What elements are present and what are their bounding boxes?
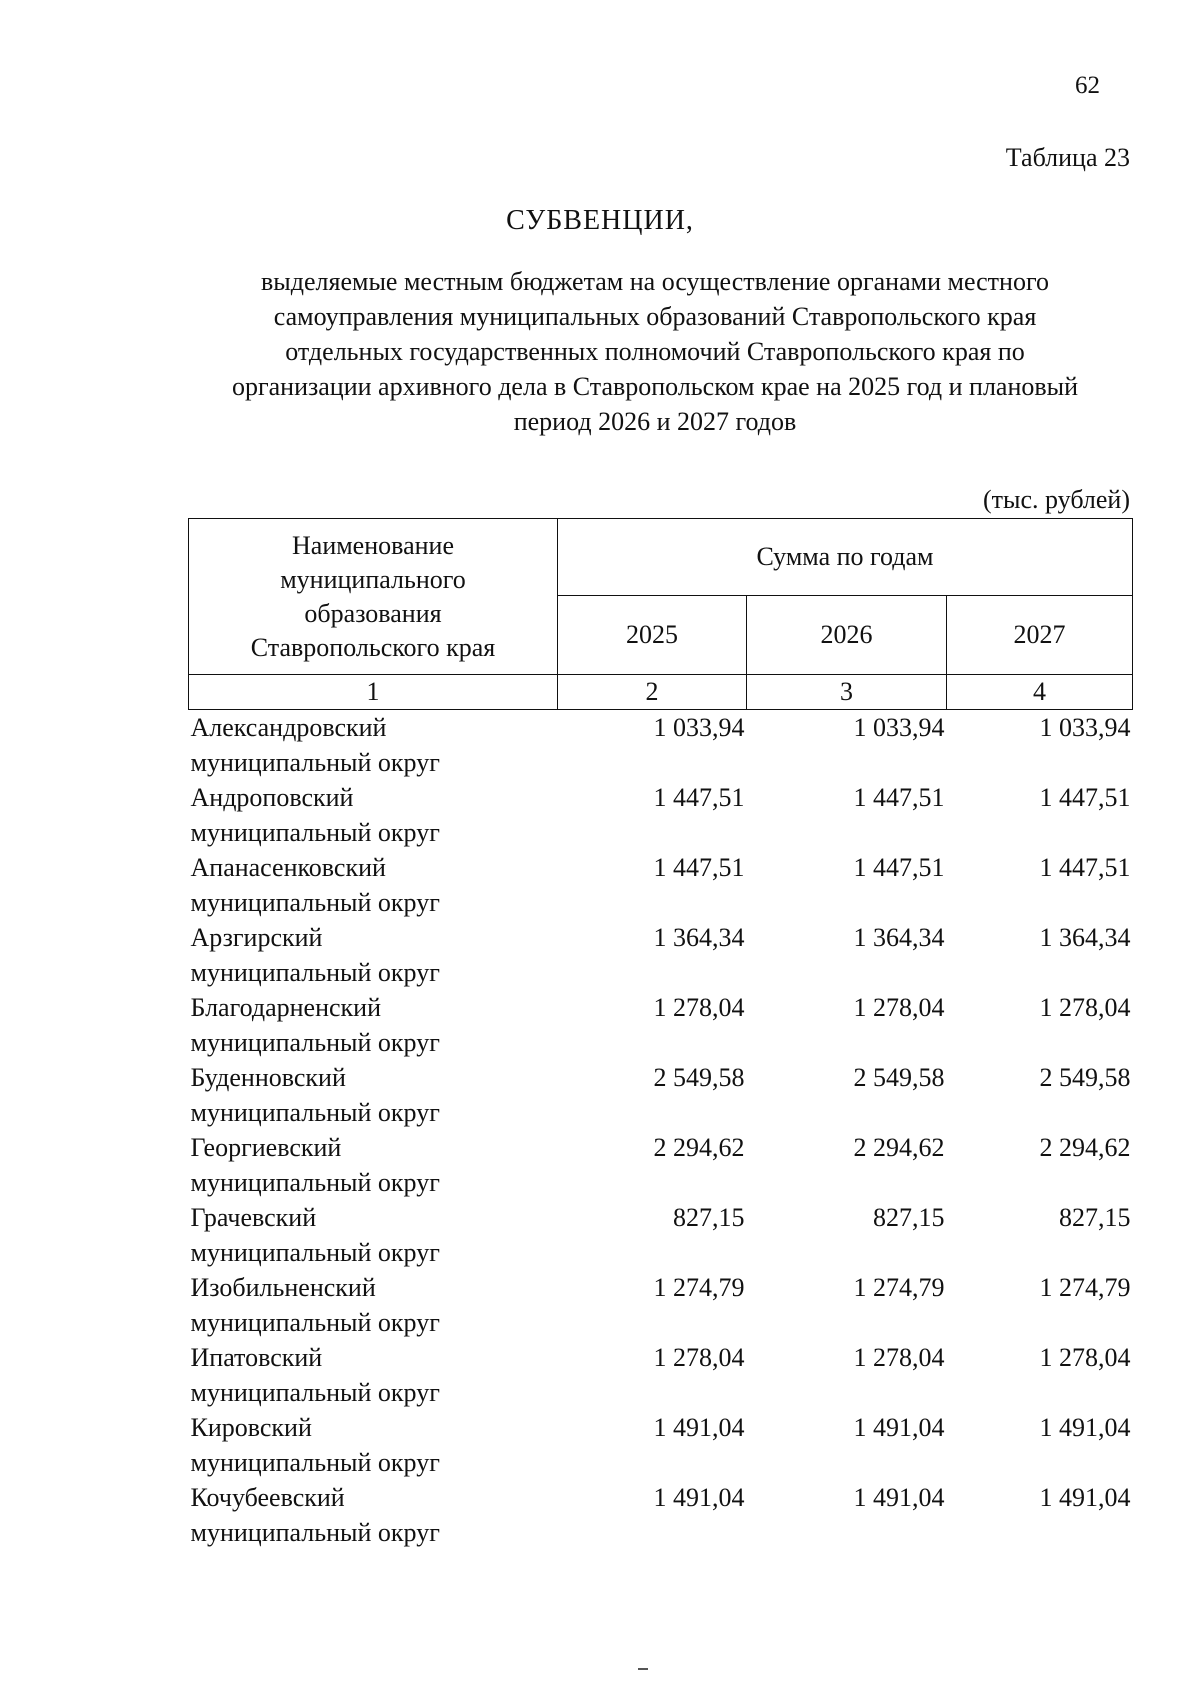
value-2026: 1 491,04 xyxy=(853,1483,945,1512)
header-col-number: 4 xyxy=(947,675,1133,710)
header-name-line: Ставропольского края xyxy=(250,632,496,662)
municipality-name-line: муниципальный округ xyxy=(190,1518,440,1547)
table-row xyxy=(189,1340,1133,1410)
subtitle-line: организации архивного дела в Ставропольском крае на 2025 год и плановый xyxy=(231,372,1079,401)
municipality-name-line: Ипатовский xyxy=(190,1343,323,1372)
table-row xyxy=(189,920,1133,990)
municipality-name-line: муниципальный округ xyxy=(190,1238,440,1267)
subtitle-line: отдельных государственных полномочий Ставропольского края по xyxy=(285,337,1025,366)
value-2027: 1 447,51 xyxy=(1039,783,1131,812)
value-2025: 1 364,34 xyxy=(653,923,745,952)
value-2026: 1 447,51 xyxy=(853,853,945,882)
header-col-number: 1 xyxy=(189,675,558,710)
value-2027: 1 033,94 xyxy=(1039,713,1131,742)
value-2026: 1 364,34 xyxy=(853,923,945,952)
value-2025: 2 549,58 xyxy=(653,1063,745,1092)
municipality-name-line: Благодарненский xyxy=(190,993,382,1022)
municipality-name-line: Георгиевский xyxy=(190,1133,342,1162)
value-2026: 1 033,94 xyxy=(853,713,945,742)
municipality-name-line: Александровский xyxy=(190,713,387,742)
value-2025: 1 447,51 xyxy=(653,783,745,812)
table-label: Таблица 23 xyxy=(1005,143,1130,172)
municipality-name-line: Арзгирский xyxy=(190,923,323,952)
municipality-name xyxy=(189,1200,558,1270)
municipality-name-line: Грачевский xyxy=(190,1203,317,1232)
municipality-name-line: Изобильненский xyxy=(190,1273,376,1302)
value-2027: 2 294,62 xyxy=(1039,1133,1131,1162)
table-row xyxy=(189,710,1133,781)
subventions-table xyxy=(188,518,1133,1550)
value-2025: 1 491,04 xyxy=(653,1413,745,1442)
value-2026: 1 278,04 xyxy=(853,993,945,1022)
value-2027: 1 274,79 xyxy=(1039,1273,1131,1302)
municipality-name-line: муниципальный округ xyxy=(190,1028,440,1057)
municipality-name xyxy=(189,920,558,990)
value-2026: 1 274,79 xyxy=(853,1273,945,1302)
table-row xyxy=(189,990,1133,1060)
value-2025: 827,15 xyxy=(673,1203,745,1232)
value-2026: 2 549,58 xyxy=(853,1063,945,1092)
municipality-name-line: Апанасенковский xyxy=(190,853,386,882)
header-name-column xyxy=(189,519,558,675)
header-col-number: 3 xyxy=(747,675,947,710)
header-name-line: Наименование xyxy=(292,530,454,560)
municipality-name-line: Кочубеевский xyxy=(190,1483,345,1512)
table-row xyxy=(189,1060,1133,1130)
header-year-2027: 2027 xyxy=(947,596,1133,675)
municipality-name-line: муниципальный округ xyxy=(190,888,440,917)
units-label: (тыс. рублей) xyxy=(982,485,1130,514)
municipality-name-line: Кировский xyxy=(190,1413,312,1442)
municipality-name xyxy=(189,1060,558,1130)
value-2025: 1 447,51 xyxy=(653,853,745,882)
value-2025: 1 278,04 xyxy=(653,1343,745,1372)
value-2027: 1 278,04 xyxy=(1039,1343,1131,1372)
table-row xyxy=(189,1410,1133,1480)
subtitle-line: выделяемые местным бюджетам на осуществление органами местного xyxy=(261,267,1049,296)
municipality-name xyxy=(189,990,558,1060)
municipality-name xyxy=(189,850,558,920)
municipality-name-line: муниципальный округ xyxy=(190,1098,440,1127)
value-2027: 1 491,04 xyxy=(1039,1483,1131,1512)
value-2025: 1 278,04 xyxy=(653,993,745,1022)
municipality-name-line: муниципальный округ xyxy=(190,1308,440,1337)
header-col-number: 2 xyxy=(558,675,747,710)
municipality-name xyxy=(189,1270,558,1340)
value-2027: 1 278,04 xyxy=(1039,993,1131,1022)
value-2025: 2 294,62 xyxy=(653,1133,745,1162)
municipality-name xyxy=(189,1410,558,1480)
scan-mark xyxy=(638,1668,648,1670)
document-title: СУБВЕНЦИИ, xyxy=(506,205,694,236)
municipality-name-line: муниципальный округ xyxy=(190,1448,440,1477)
value-2025: 1 491,04 xyxy=(653,1483,745,1512)
value-2026: 1 491,04 xyxy=(853,1413,945,1442)
value-2027: 1 491,04 xyxy=(1039,1413,1131,1442)
municipality-name xyxy=(189,1130,558,1200)
value-2027: 1 447,51 xyxy=(1039,853,1131,882)
municipality-name-line: муниципальный округ xyxy=(190,748,440,777)
header-sum-by-years: Сумма по годам xyxy=(558,519,1133,596)
table-row xyxy=(189,1200,1133,1270)
table-row xyxy=(189,1480,1133,1550)
value-2027: 827,15 xyxy=(1059,1203,1131,1232)
municipality-name xyxy=(189,1340,558,1410)
municipality-name-line: муниципальный округ xyxy=(190,1378,440,1407)
page-number: 62 xyxy=(1075,72,1100,99)
header-name-line: муниципального xyxy=(280,564,466,594)
subtitle-line: самоуправления муниципальных образований Ставропольского края xyxy=(273,302,1037,331)
value-2025: 1 274,79 xyxy=(653,1273,745,1302)
municipality-name xyxy=(189,780,558,850)
municipality-name-line: Андроповский xyxy=(190,783,354,812)
municipality-name xyxy=(189,710,558,781)
value-2026: 1 278,04 xyxy=(853,1343,945,1372)
municipality-name-line: муниципальный округ xyxy=(190,1168,440,1197)
municipality-name-line: муниципальный округ xyxy=(190,958,440,987)
table-row xyxy=(189,1130,1133,1200)
value-2026: 1 447,51 xyxy=(853,783,945,812)
document-subtitle xyxy=(180,264,1130,439)
value-2026: 827,15 xyxy=(873,1203,945,1232)
value-2026: 2 294,62 xyxy=(853,1133,945,1162)
subtitle-line: период 2026 и 2027 годов xyxy=(513,407,797,436)
header-name-line: образования xyxy=(304,598,442,628)
value-2025: 1 033,94 xyxy=(653,713,745,742)
header-year-2026: 2026 xyxy=(747,596,947,675)
municipality-name-line: Буденновский xyxy=(190,1063,346,1092)
table-row xyxy=(189,1270,1133,1340)
table-row xyxy=(189,850,1133,920)
table-row xyxy=(189,780,1133,850)
header-year-2025: 2025 xyxy=(558,596,747,675)
value-2027: 2 549,58 xyxy=(1039,1063,1131,1092)
value-2027: 1 364,34 xyxy=(1039,923,1131,952)
municipality-name-line: муниципальный округ xyxy=(190,818,440,847)
municipality-name xyxy=(189,1480,558,1550)
